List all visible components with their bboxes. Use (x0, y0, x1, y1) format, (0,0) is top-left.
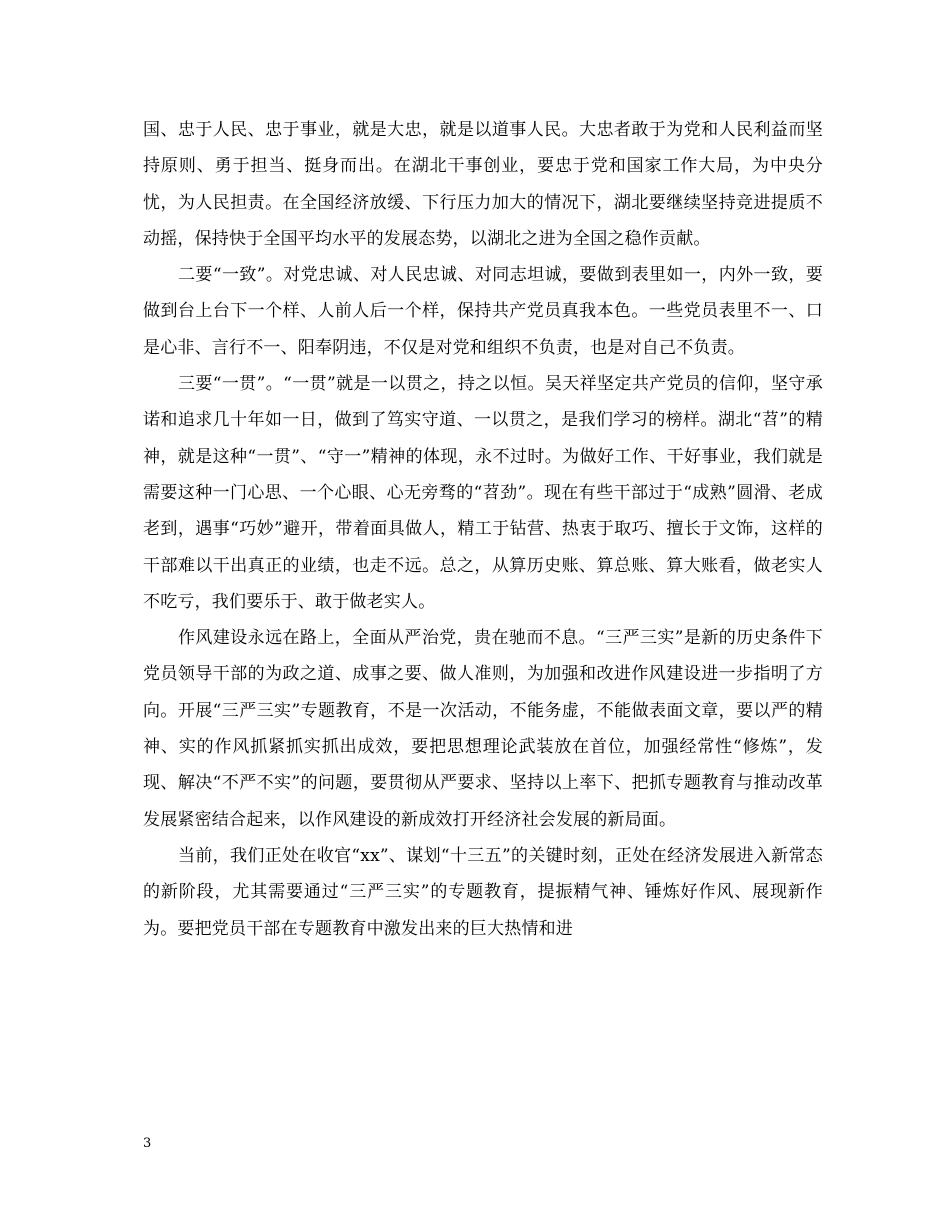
body-text (143, 112, 823, 947)
page-number: 3 (143, 1136, 152, 1151)
paragraph-1: 国、忠于人民、忠于事业，就是大忠，就是以道事人民。大忠者敢于为党和人民利益而坚持原则、勇于担当、挺身而出。在湖北干事创业，要忠于党和国家工作大局，为中央分忧，为人民担责。在全国经济放缓、下行压力加大的情况下，湖北要继续坚持竞进提质不动摇，保持快于全国平均水平的发展态势，以湖北之进为全国之稳作贡献。 (143, 120, 823, 249)
paragraph-3: 三要“一贯”。“一贯”就是一以贯之，持之以恒。吴天祥坚定共产党员的信仰，坚守承诺和追求几十年如一日，做到了笃实守道、一以贯之，是我们学习的榜样。湖北“苕”的精神，就是这种“一贯”、“守一”精神的体现，永不过时。为做好工作、干好事业，我们就是需要这种一门心思、一个心眼、心无旁骛的“苕劲”。现在有些干部过于“成熟”圆滑、老成老到，遇事“巧妙”避开，带着面具做人，精工于钻营、热衷于取巧、擅长于文饰，这样的干部难以干出真正的业绩，也走不远。总之，从算历史账、算总账、算大账看，做老实人不吃亏，我们要乐于、敢于做老实人。 (143, 374, 823, 612)
paragraph-2: 二要“一致”。对党忠诚、对人民忠诚、对同志坦诚，要做到表里如一，内外一致，要做到台上台下一个样、人前人后一个样，保持共产党员真我本色。一些党员表里不一、口是心非、言行不一、阳奉阴违，不仅是对党和组织不负责，也是对自己不负责。 (143, 265, 823, 358)
paragraph-5: 当前，我们正处在收官“xx”、谋划“十三五”的关键时刻，正处在经济发展进入新常态的新阶段，尤其需要通过“三严三实”的专题教育，提振精气神、锤炼好作风、展现新作为。要把党员干部在专题教育中激发出来的巨大热情和进 (143, 845, 823, 939)
paragraph-4: 作风建设永远在路上，全面从严治党，贵在驰而不息。“三严三实”是新的历史条件下党员领导干部的为政之道、成事之要、做人准则，为加强和改进作风建设进一步指明了方向。开展“三严三实”专题教育，不是一次活动，不能务虚，不能做表面文章，要以严的精神、实的作风抓紧抓实抓出成效，要把思想理论武装放在首位，加强经常性“修炼”，发现、解决“不严不实”的问题，要贯彻从严要求、坚持以上率下、把抓专题教育与推动改革发展紧密结合起来，以作风建设的新成效打开经济社会发展的新局面。 (143, 628, 823, 830)
